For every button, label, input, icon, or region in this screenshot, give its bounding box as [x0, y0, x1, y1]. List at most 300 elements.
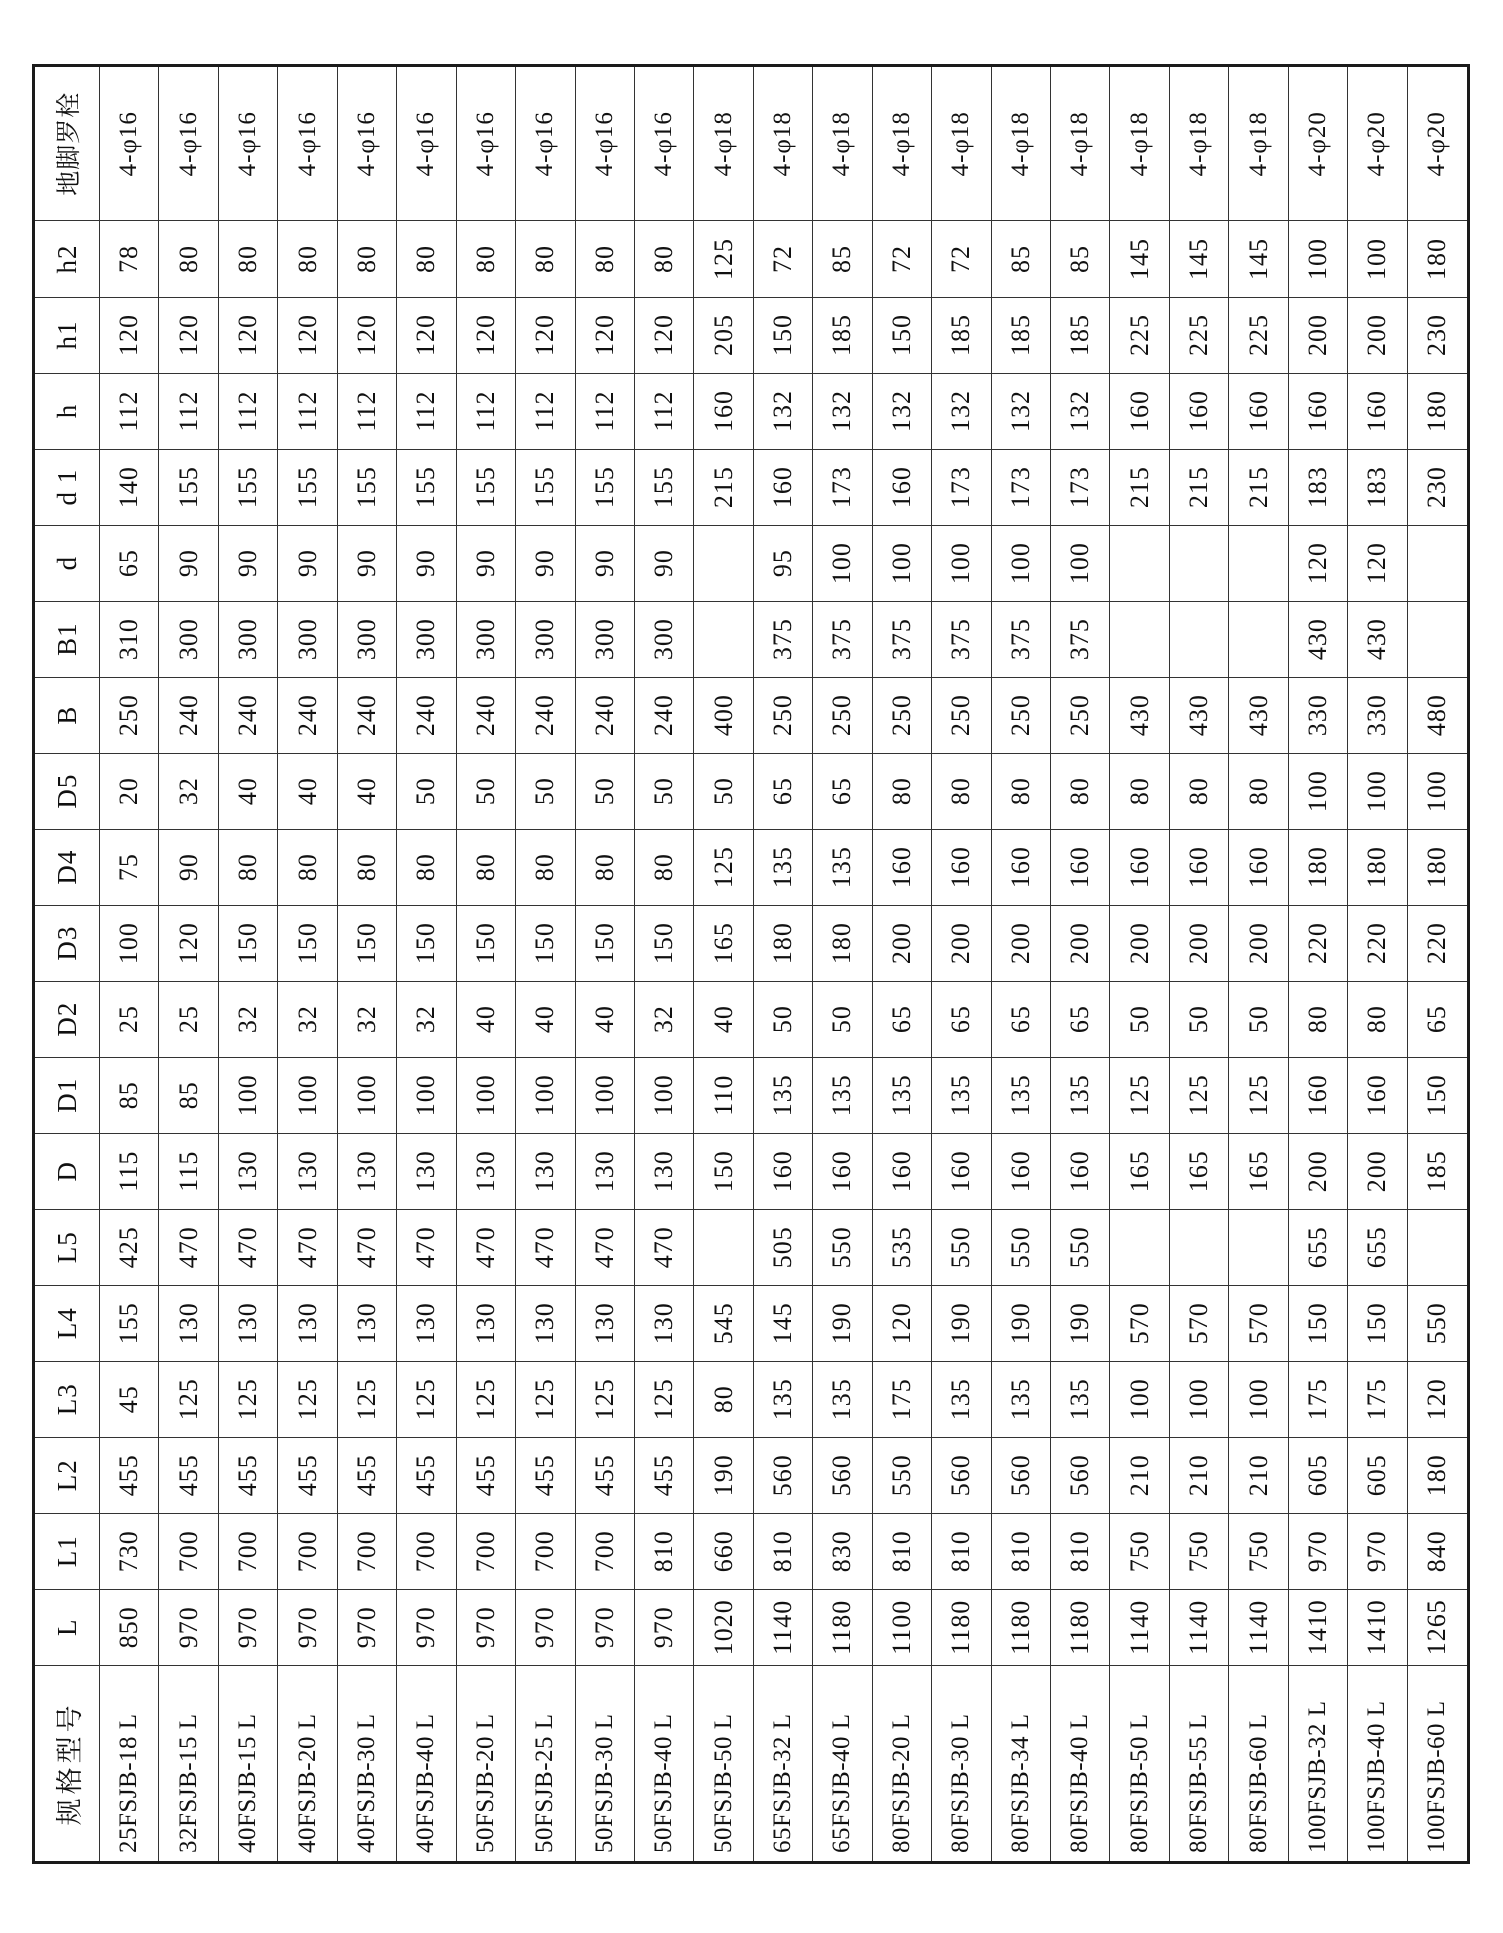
table-row — [278, 66, 337, 1863]
dimension-cell: 100 — [575, 1057, 634, 1133]
dimension-cell: 180 — [1407, 829, 1468, 905]
header-cell: L3 — [34, 1361, 100, 1437]
dimension-cell: 90 — [159, 525, 218, 601]
table-row — [516, 66, 575, 1863]
dimension-cell: 50 — [634, 753, 693, 829]
dimension-cell: 840 — [1407, 1513, 1468, 1589]
table-row — [872, 66, 931, 1863]
dimension-cell: 100 — [1110, 1361, 1169, 1437]
dimension-cell: 115 — [100, 1133, 159, 1209]
dimension-cell: 130 — [218, 1285, 277, 1361]
model-cell: 65FSJB-40 L — [813, 1665, 872, 1862]
table-row — [1051, 66, 1110, 1863]
dimension-cell: 150 — [397, 905, 456, 981]
dimension-cell: 80 — [634, 829, 693, 905]
dimension-cell: 135 — [932, 1057, 991, 1133]
dimension-cell: 125 — [516, 1361, 575, 1437]
dimension-cell: 160 — [872, 449, 931, 525]
dimension-cell: 135 — [872, 1057, 931, 1133]
model-cell: 32FSJB-15 L — [159, 1665, 218, 1862]
dimension-cell: 970 — [634, 1589, 693, 1665]
dimension-cell: 100 — [1229, 1361, 1288, 1437]
dimension-cell: 455 — [337, 1437, 396, 1513]
anchor-bolt-cell: 4-φ16 — [634, 66, 693, 222]
dimension-cell: 160 — [753, 1133, 812, 1209]
dimension-cell: 90 — [278, 525, 337, 601]
header-cell: D4 — [34, 829, 100, 905]
anchor-bolt-cell: 4-φ18 — [991, 66, 1050, 222]
dimension-cell: 430 — [1229, 677, 1288, 753]
dimension-cell: 190 — [1051, 1285, 1110, 1361]
dimension-cell: 205 — [694, 297, 753, 373]
dimension-cell: 100 — [932, 525, 991, 601]
dimension-cell: 100 — [1169, 1361, 1228, 1437]
dimension-cell — [1110, 601, 1169, 677]
dimension-cell: 750 — [1169, 1513, 1228, 1589]
dimension-cell: 65 — [932, 981, 991, 1057]
dimension-cell: 80 — [694, 1361, 753, 1437]
dimension-cell: 470 — [159, 1209, 218, 1285]
dimension-cell: 220 — [1407, 905, 1468, 981]
dimension-cell: 215 — [1169, 449, 1228, 525]
dimension-cell: 155 — [397, 449, 456, 525]
dimension-cell: 150 — [575, 905, 634, 981]
dimension-cell: 125 — [337, 1361, 396, 1437]
dimension-cell: 80 — [1288, 981, 1347, 1057]
dimension-cell: 85 — [991, 221, 1050, 297]
dimension-cell: 150 — [1288, 1285, 1347, 1361]
dimension-cell: 125 — [278, 1361, 337, 1437]
header-row — [34, 66, 100, 1863]
table-row — [932, 66, 991, 1863]
anchor-bolt-cell: 4-φ20 — [1288, 66, 1347, 222]
dimension-cell: 175 — [872, 1361, 931, 1437]
dimension-cell: 1140 — [1110, 1589, 1169, 1665]
dimension-cell: 310 — [100, 601, 159, 677]
dimension-cell: 80 — [1051, 753, 1110, 829]
dimension-cell: 20 — [100, 753, 159, 829]
anchor-bolt-cell: 4-φ18 — [1229, 66, 1288, 222]
dimension-cell: 200 — [1288, 297, 1347, 373]
dimension-cell: 240 — [159, 677, 218, 753]
dimension-cell: 150 — [694, 1133, 753, 1209]
dimension-cell: 95 — [753, 525, 812, 601]
dimension-cell: 330 — [1288, 677, 1347, 753]
dimension-cell: 72 — [872, 221, 931, 297]
dimension-cell: 125 — [694, 221, 753, 297]
dimension-cell: 40 — [456, 981, 515, 1057]
dimension-cell: 135 — [932, 1361, 991, 1437]
dimension-cell: 32 — [397, 981, 456, 1057]
dimension-cell: 120 — [1407, 1361, 1468, 1437]
dimension-cell: 100 — [218, 1057, 277, 1133]
dimension-cell: 125 — [456, 1361, 515, 1437]
dimension-cell: 480 — [1407, 677, 1468, 753]
header-cell: h — [34, 373, 100, 449]
dimension-cell: 132 — [872, 373, 931, 449]
dimension-cell: 560 — [813, 1437, 872, 1513]
dimension-cell: 250 — [753, 677, 812, 753]
dimension-cell: 75 — [100, 829, 159, 905]
dimension-cell: 190 — [932, 1285, 991, 1361]
dimension-cell: 210 — [1110, 1437, 1169, 1513]
dimension-cell: 210 — [1229, 1437, 1288, 1513]
dimension-cell: 80 — [872, 753, 931, 829]
header-cell: L — [34, 1589, 100, 1665]
dimension-cell: 700 — [278, 1513, 337, 1589]
dimension-cell: 132 — [1051, 373, 1110, 449]
header-anchor-bolt: 地脚罗栓 — [34, 66, 100, 222]
dimension-cell: 150 — [1407, 1057, 1468, 1133]
dimension-cell: 470 — [278, 1209, 337, 1285]
anchor-bolt-cell: 4-φ16 — [516, 66, 575, 222]
dimension-cell: 430 — [1288, 601, 1347, 677]
dimension-cell: 810 — [991, 1513, 1050, 1589]
dimension-cell: 180 — [1407, 1437, 1468, 1513]
dimension-cell: 375 — [813, 601, 872, 677]
dimension-cell: 112 — [575, 373, 634, 449]
dimension-cell: 550 — [932, 1209, 991, 1285]
dimension-cell: 160 — [1288, 1057, 1347, 1133]
dimension-cell: 112 — [337, 373, 396, 449]
anchor-bolt-cell: 4-φ18 — [932, 66, 991, 222]
dimension-cell: 655 — [1348, 1209, 1407, 1285]
table-row — [337, 66, 396, 1863]
dimension-cell: 250 — [872, 677, 931, 753]
dimension-cell: 120 — [159, 297, 218, 373]
dimension-cell: 100 — [1288, 221, 1347, 297]
dimension-cell: 130 — [397, 1133, 456, 1209]
dimension-cell: 85 — [813, 221, 872, 297]
dimension-cell: 65 — [813, 753, 872, 829]
dimension-cell: 135 — [991, 1361, 1050, 1437]
dimension-cell — [1110, 525, 1169, 601]
dimension-cell: 180 — [1348, 829, 1407, 905]
dimension-cell: 180 — [1288, 829, 1347, 905]
model-cell: 80FSJB-30 L — [932, 1665, 991, 1862]
anchor-bolt-cell: 4-φ16 — [397, 66, 456, 222]
dimension-cell: 300 — [634, 601, 693, 677]
anchor-bolt-cell: 4-φ18 — [753, 66, 812, 222]
dimension-cell: 160 — [753, 449, 812, 525]
dimension-cell: 300 — [159, 601, 218, 677]
dimension-cell: 50 — [753, 981, 812, 1057]
dimension-cell: 250 — [991, 677, 1050, 753]
dimension-cell: 300 — [337, 601, 396, 677]
dimension-cell: 190 — [991, 1285, 1050, 1361]
dimension-cell: 1410 — [1348, 1589, 1407, 1665]
dimension-cell: 200 — [872, 905, 931, 981]
model-cell: 80FSJB-20 L — [872, 1665, 931, 1862]
dimension-cell: 240 — [337, 677, 396, 753]
dimension-cell: 660 — [694, 1513, 753, 1589]
dimension-cell: 65 — [1051, 981, 1110, 1057]
dimension-cell: 80 — [516, 829, 575, 905]
dimension-cell: 80 — [159, 221, 218, 297]
dimension-cell: 570 — [1169, 1285, 1228, 1361]
model-cell: 50FSJB-25 L — [516, 1665, 575, 1862]
header-cell: h1 — [34, 297, 100, 373]
dimension-cell: 100 — [872, 525, 931, 601]
dimension-cell: 1265 — [1407, 1589, 1468, 1665]
dimension-cell: 425 — [100, 1209, 159, 1285]
dimension-cell: 80 — [456, 221, 515, 297]
dimension-cell: 470 — [516, 1209, 575, 1285]
model-cell: 40FSJB-15 L — [218, 1665, 277, 1862]
dimension-cell: 120 — [1348, 525, 1407, 601]
dimension-cell: 110 — [694, 1057, 753, 1133]
dimension-cell: 300 — [278, 601, 337, 677]
dimension-cell: 90 — [634, 525, 693, 601]
dimension-cell: 225 — [1110, 297, 1169, 373]
dimension-cell: 150 — [634, 905, 693, 981]
dimension-cell: 80 — [932, 753, 991, 829]
dimension-cell: 250 — [100, 677, 159, 753]
dimension-cell: 570 — [1229, 1285, 1288, 1361]
dimension-cell: 125 — [397, 1361, 456, 1437]
dimension-cell: 155 — [575, 449, 634, 525]
dimension-cell: 125 — [1229, 1057, 1288, 1133]
dimension-cell: 40 — [575, 981, 634, 1057]
dimension-cell: 200 — [991, 905, 1050, 981]
dimension-cell — [1169, 525, 1228, 601]
dimension-cell: 80 — [1348, 981, 1407, 1057]
rotated-table-frame — [32, 64, 1470, 1864]
dimension-cell: 155 — [159, 449, 218, 525]
dimension-cell: 150 — [278, 905, 337, 981]
dimension-cell: 173 — [991, 449, 1050, 525]
dimension-cell: 135 — [813, 829, 872, 905]
dimension-cell: 970 — [575, 1589, 634, 1665]
dimension-cell: 550 — [991, 1209, 1050, 1285]
dimension-cell: 130 — [634, 1133, 693, 1209]
dimension-cell: 25 — [159, 981, 218, 1057]
dimension-cell: 132 — [932, 373, 991, 449]
table-row — [1288, 66, 1347, 1863]
dimension-cell: 375 — [872, 601, 931, 677]
anchor-bolt-cell: 4-φ16 — [218, 66, 277, 222]
dimension-cell: 160 — [1229, 373, 1288, 449]
model-cell: 40FSJB-30 L — [337, 1665, 396, 1862]
dimension-cell: 90 — [159, 829, 218, 905]
dimension-cell: 115 — [159, 1133, 218, 1209]
dimension-cell: 970 — [397, 1589, 456, 1665]
dimension-cell: 65 — [100, 525, 159, 601]
anchor-bolt-cell: 4-φ16 — [575, 66, 634, 222]
dimension-cell: 1100 — [872, 1589, 931, 1665]
header-cell: D2 — [34, 981, 100, 1057]
dimension-cell — [1407, 1209, 1468, 1285]
dimension-cell: 50 — [1169, 981, 1228, 1057]
dimension-cell: 100 — [813, 525, 872, 601]
dimension-cell: 225 — [1169, 297, 1228, 373]
anchor-bolt-cell: 4-φ18 — [694, 66, 753, 222]
model-cell: 25FSJB-18 L — [100, 1665, 159, 1862]
dimension-cell: 250 — [932, 677, 991, 753]
dimension-cell: 750 — [1110, 1513, 1169, 1589]
dimension-cell: 1140 — [1229, 1589, 1288, 1665]
dimension-cell: 970 — [337, 1589, 396, 1665]
dimension-cell: 240 — [218, 677, 277, 753]
dimension-cell: 165 — [1229, 1133, 1288, 1209]
table-row — [1110, 66, 1169, 1863]
header-cell: L2 — [34, 1437, 100, 1513]
dimension-cell: 100 — [634, 1057, 693, 1133]
dimension-cell: 455 — [634, 1437, 693, 1513]
header-cell: L5 — [34, 1209, 100, 1285]
dimension-cell: 100 — [278, 1057, 337, 1133]
dimension-cell: 80 — [278, 829, 337, 905]
dimension-cell: 120 — [575, 297, 634, 373]
dimension-cell: 173 — [1051, 449, 1110, 525]
dimension-cell: 78 — [100, 221, 159, 297]
dimension-cell: 190 — [694, 1437, 753, 1513]
table-row — [813, 66, 872, 1863]
dimension-cell: 400 — [694, 677, 753, 753]
dimension-cell: 155 — [278, 449, 337, 525]
dimension-cell: 135 — [753, 1057, 812, 1133]
dimension-cell: 470 — [456, 1209, 515, 1285]
header-cell: B — [34, 677, 100, 753]
dimension-cell: 200 — [1229, 905, 1288, 981]
dimension-cell: 50 — [397, 753, 456, 829]
dimension-cell: 470 — [575, 1209, 634, 1285]
dimension-cell: 570 — [1110, 1285, 1169, 1361]
dimension-cell: 160 — [1110, 373, 1169, 449]
dimension-cell: 32 — [218, 981, 277, 1057]
dimension-cell: 250 — [1051, 677, 1110, 753]
dimension-cell: 1180 — [813, 1589, 872, 1665]
dimension-cell: 470 — [218, 1209, 277, 1285]
dimension-cell: 700 — [516, 1513, 575, 1589]
anchor-bolt-cell: 4-φ18 — [1169, 66, 1228, 222]
dimension-cell: 135 — [753, 1361, 812, 1437]
header-cell: D5 — [34, 753, 100, 829]
dimension-cell: 120 — [278, 297, 337, 373]
anchor-bolt-cell: 4-φ20 — [1348, 66, 1407, 222]
dimension-cell — [1229, 1209, 1288, 1285]
dimension-cell: 240 — [397, 677, 456, 753]
dimension-cell: 183 — [1348, 449, 1407, 525]
dimension-cell: 455 — [218, 1437, 277, 1513]
dimension-cell: 375 — [932, 601, 991, 677]
dimension-cell: 112 — [456, 373, 515, 449]
header-cell: h2 — [34, 221, 100, 297]
dimension-cell: 220 — [1288, 905, 1347, 981]
table-header — [34, 66, 100, 1863]
dimension-cell: 130 — [278, 1133, 337, 1209]
dimension-cell: 155 — [100, 1285, 159, 1361]
table-row — [694, 66, 753, 1863]
dimension-cell: 65 — [753, 753, 812, 829]
dimension-cell: 135 — [813, 1361, 872, 1437]
dimension-cell: 550 — [813, 1209, 872, 1285]
dimension-cell: 112 — [634, 373, 693, 449]
dimension-cell: 120 — [397, 297, 456, 373]
header-cell: D — [34, 1133, 100, 1209]
dimension-cell: 80 — [634, 221, 693, 297]
dimension-cell: 430 — [1110, 677, 1169, 753]
dimension-cell: 185 — [1051, 297, 1110, 373]
dimension-cell: 90 — [337, 525, 396, 601]
dimension-cell: 240 — [516, 677, 575, 753]
dimension-cell: 550 — [1051, 1209, 1110, 1285]
dimension-cell: 65 — [991, 981, 1050, 1057]
dimension-cell: 330 — [1348, 677, 1407, 753]
dimension-cell: 135 — [1051, 1361, 1110, 1437]
dimension-cell: 150 — [456, 905, 515, 981]
dimension-cell: 175 — [1348, 1361, 1407, 1437]
dimension-cell: 550 — [872, 1437, 931, 1513]
dimension-cell: 90 — [575, 525, 634, 601]
dimension-cell: 560 — [932, 1437, 991, 1513]
dimension-cell: 112 — [397, 373, 456, 449]
dimension-cell: 750 — [1229, 1513, 1288, 1589]
dimension-cell: 100 — [991, 525, 1050, 601]
dimension-cell: 545 — [694, 1285, 753, 1361]
dimension-cell: 240 — [634, 677, 693, 753]
dimension-cell: 240 — [575, 677, 634, 753]
model-cell: 100FSJB-40 L — [1348, 1665, 1407, 1862]
anchor-bolt-cell: 4-φ18 — [813, 66, 872, 222]
table-row — [634, 66, 693, 1863]
dimension-cell: 50 — [694, 753, 753, 829]
dimension-cell: 50 — [456, 753, 515, 829]
dimension-cell: 220 — [1348, 905, 1407, 981]
dimension-cell — [694, 525, 753, 601]
dimension-cell: 160 — [1051, 829, 1110, 905]
dimension-cell: 1020 — [694, 1589, 753, 1665]
dimension-cell: 125 — [575, 1361, 634, 1437]
table-row — [1348, 66, 1407, 1863]
header-model: 规格型号 — [34, 1665, 100, 1862]
dimension-cell: 155 — [337, 449, 396, 525]
dimension-cell: 120 — [516, 297, 575, 373]
dimension-cell: 155 — [634, 449, 693, 525]
dimension-cell — [1229, 525, 1288, 601]
dimension-cell: 40 — [516, 981, 575, 1057]
dimension-cell: 85 — [159, 1057, 218, 1133]
dimension-cell: 810 — [753, 1513, 812, 1589]
dimension-cell — [1229, 601, 1288, 677]
dimension-cell: 200 — [1348, 297, 1407, 373]
dimension-cell: 80 — [991, 753, 1050, 829]
header-cell: B1 — [34, 601, 100, 677]
dimension-cell: 700 — [456, 1513, 515, 1589]
dimension-cell: 125 — [634, 1361, 693, 1437]
table-row — [218, 66, 277, 1863]
dimension-cell: 160 — [872, 829, 931, 905]
dimension-cell: 810 — [1051, 1513, 1110, 1589]
dimension-cell: 80 — [397, 829, 456, 905]
dimension-cell: 810 — [872, 1513, 931, 1589]
dimension-cell: 173 — [932, 449, 991, 525]
dimension-cell: 455 — [575, 1437, 634, 1513]
dimension-cell: 120 — [456, 297, 515, 373]
dimension-cell: 112 — [218, 373, 277, 449]
dimension-cell: 160 — [991, 829, 1050, 905]
dimension-cell: 470 — [397, 1209, 456, 1285]
dimension-cell: 230 — [1407, 449, 1468, 525]
dimension-cell: 140 — [100, 449, 159, 525]
dimension-cell: 560 — [991, 1437, 1050, 1513]
table-row — [753, 66, 812, 1863]
dimension-cell: 135 — [753, 829, 812, 905]
dimension-cell: 50 — [813, 981, 872, 1057]
dimension-cell: 150 — [872, 297, 931, 373]
dimension-cell: 150 — [753, 297, 812, 373]
dimension-cell — [694, 601, 753, 677]
